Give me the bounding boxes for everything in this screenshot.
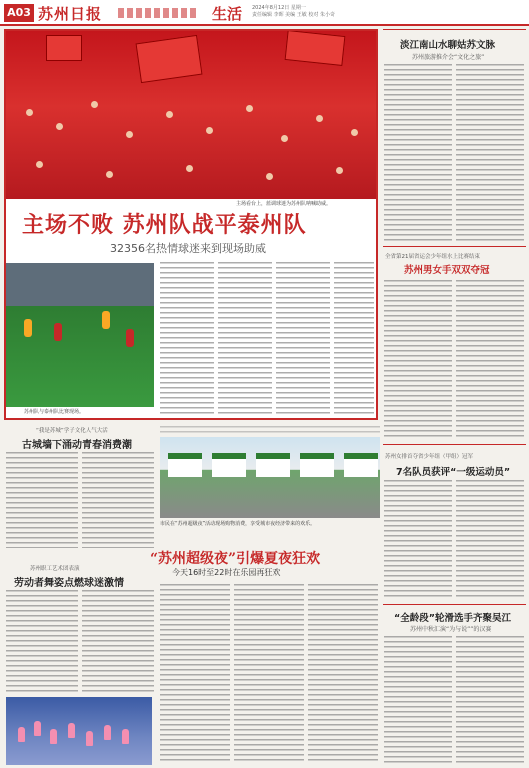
crowd-photo [6, 31, 376, 199]
bottom-left-body [6, 452, 78, 548]
bottom-left2-title: 劳动者舞姿点燃球迷激情 [14, 578, 124, 589]
flag [136, 35, 203, 83]
right-item4-sub: 苏州中秋汇演“为与说””的汉赛 [410, 626, 492, 633]
right-item1-sub: 苏州旅游推介会“文化之旅” [412, 54, 485, 61]
right-item2-body [384, 280, 452, 438]
night-body-col2 [234, 584, 304, 764]
lead-body-col1 [160, 262, 214, 414]
wave-decoration [118, 8, 198, 18]
right-item3-body [384, 480, 452, 598]
match-photo [6, 263, 154, 407]
lead-body-col4 [334, 262, 374, 414]
right-divider [383, 29, 526, 30]
flag [46, 35, 82, 61]
crowd-photo-caption: 主场看台上，蓝调球迷为苏州队呐喊助威。 [236, 201, 332, 207]
lead-headline: 主场不败 苏州队战平泰州队 [22, 212, 307, 238]
flag [285, 31, 346, 66]
bottom-left-kicker: “我是苏城”学子文化人气大活 [36, 428, 108, 434]
right-item1-body [384, 64, 452, 242]
bottom-left2-body [6, 590, 78, 694]
right-item4-title: “全龄段”轮滑选手齐聚吴江 [394, 613, 511, 624]
section-name: 生活 [212, 5, 243, 23]
header-meta: 2024年8月12日 星期一 责任编辑 李晖 美编 王敏 校对 朱小奇 [252, 5, 335, 18]
bottom-left-title: 古城墙下涌动青春消费潮 [22, 440, 132, 451]
match-photo-caption: 苏州队与泰州队比赛现场。 [24, 409, 85, 415]
right-item3-body2 [456, 480, 524, 598]
bottom-left2-body2 [82, 590, 154, 694]
player [54, 323, 62, 341]
market-caption: 市民在“苏州超级夜”活动现场购物消费，享受城市夜经济带来的欢乐。 [160, 521, 316, 527]
right-item1-body2 [456, 64, 524, 242]
player [126, 329, 134, 347]
dance-photo [6, 697, 152, 765]
page-number: A03 [4, 4, 34, 22]
right-item3-title: 7名队员获评“一级运动员” [396, 467, 511, 478]
right-item4-body [384, 636, 452, 764]
right-item2-title: 苏州男女手双双夺冠 [404, 265, 490, 276]
lead-subhead: 32356名热情球迷来到现场助威 [110, 242, 266, 255]
player [24, 319, 32, 337]
paper-name: 苏州日报 [38, 5, 103, 23]
right-item2-kicker: 全省第21届省运会少年组水上比赛结束 [385, 254, 480, 260]
bottom-left2-kicker: 苏州职工艺术团表演 [30, 566, 80, 572]
bottom-left-body2 [82, 452, 154, 548]
lead-body-col2 [218, 262, 272, 414]
right-item2-body2 [456, 280, 524, 438]
night-body-col1 [160, 584, 230, 764]
night-headline: “苏州超级夜”引爆夏夜狂欢 [150, 551, 321, 567]
right-item4-body2 [456, 636, 524, 764]
night-subhead: 今天16时至22时在乐园再狂欢 [172, 568, 281, 577]
lead-body-col3 [276, 262, 330, 414]
night-body-col3 [308, 584, 378, 764]
right-item1-title: 淡江南山水聊姑苏文脉 [400, 40, 496, 51]
player [102, 311, 110, 329]
night-market-photo [160, 437, 380, 518]
right-item3-kicker: 苏州女排首夺省少年组（甲组）冠军 [385, 454, 474, 460]
